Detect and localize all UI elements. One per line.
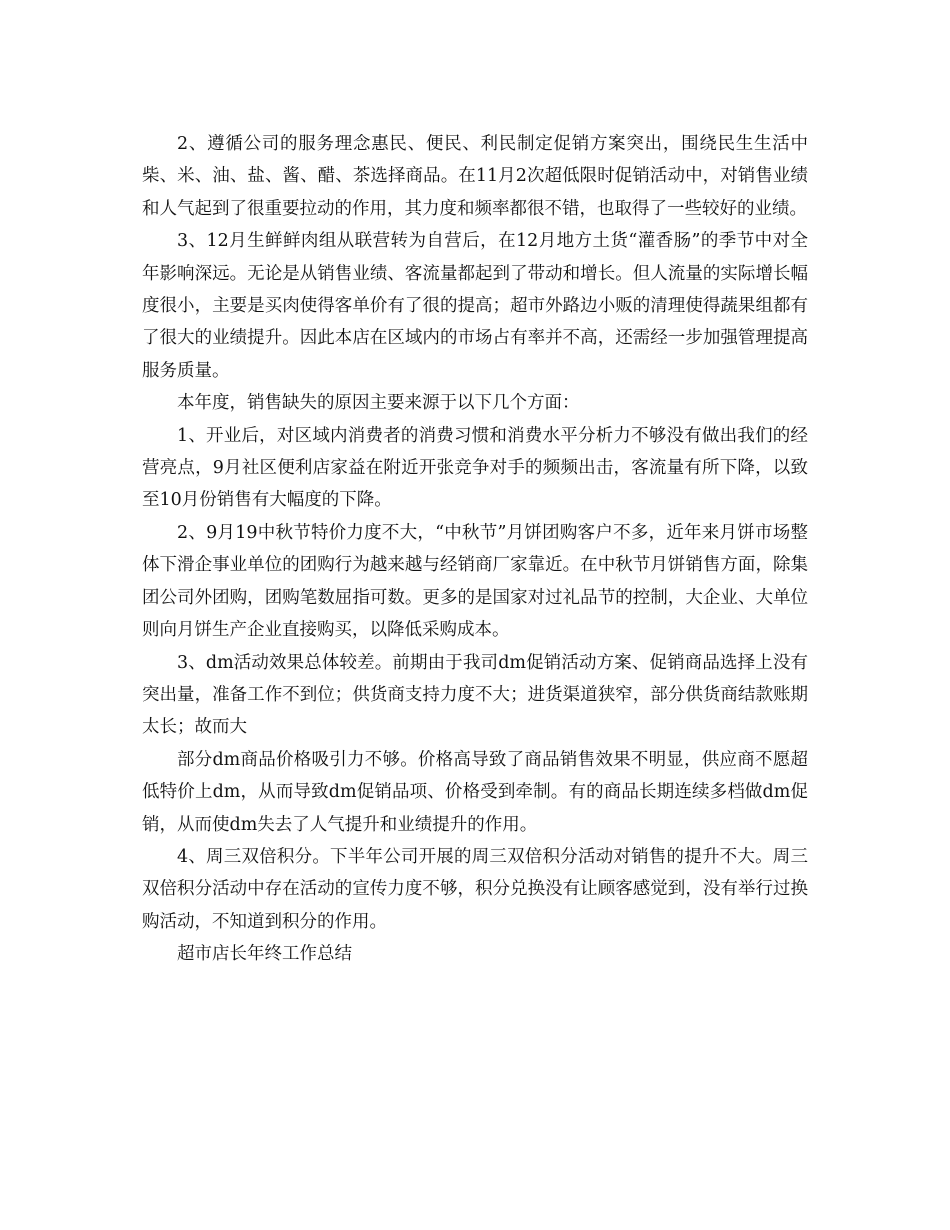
document-body [142,128,808,971]
paragraph-sales-loss-intro: 本年度，销售缺失的原因主要来源于以下几个方面： [177,393,580,414]
paragraph-double-points: 4、周三双倍积分。下半年公司开展的周三双倍积分活动对销售的提升不大。周三双倍积分活动中存在活动的宣传力度不够，积分兑换没有让顾客感觉到，没有举行过换购活动，不知道到积分的作用。 [142,846,808,932]
paragraph-fresh-meat-group: 3、12月生鲜鲜肉组从联营转为自营后，在12月地方土货“灌香肠”的季节中对全年影响深远。无论是从销售业绩、客流量都起到了带动和增长。但人流量的实际增长幅度很小，主要是买肉使得客单价有了很的提高；超市外路边小贩的清理使得蔬果组都有了很大的业绩提升。因此本店在区域内的市场占有率并不高，还需经一步加强管理提高服务质量。 [142,231,808,381]
paragraph-promotion-plan: 2、遵循公司的服务理念惠民、便民、利民制定促销方案突出，围绕民生生活中柴、米、油、盐、酱、醋、茶选择商品。在11月2次超低限时促销活动中，对销售业绩和人气起到了很重要拉动的作用，其力度和频率都很不错，也取得了一些较好的业绩。 [142,134,808,219]
paragraph-closing-title: 超市店长年终工作总结 [177,944,352,965]
paragraph-dm-activity: 3、dm活动效果总体较差。前期由于我司dm促销活动方案、促销商品选择上没有突出量，准备工作不到位；供货商支持力度不大；进货渠道狭窄，部分供货商结款账期太长；故而大 [142,652,808,738]
paragraph-mid-autumn: 2、9月19中秋节特价力度不大，“中秋节”月饼团购客户不多，近年来月饼市场整体下滑企事业单位的团购行为越来越与经销商厂家靠近。在中秋节月饼销售方面，除集团公司外团购，团购笔数屈指可数。更多的是国家对过礼品节的控制，大企业、大单位则向月饼生产企业直接购买，以降低采购成本。 [142,522,808,641]
paragraph-consumer-analysis: 1、开业后，对区域内消费者的消费习惯和消费水平分析力不够没有做出我们的经营亮点，9月社区便利店家益在附近开张竞争对手的频频出击，客流量有所下降，以致至10月份销售有大幅度的下降。 [142,425,808,511]
paragraph-dm-pricing: 部分dm商品价格吸引力不够。价格高导致了商品销售效果不明显，供应商不愿超低特价上dm，从而导致dm促销品项、价格受到牵制。有的商品长期连续多档做dm促销，从而使dm失去了人气提升和业绩提升的作用。 [142,749,808,835]
